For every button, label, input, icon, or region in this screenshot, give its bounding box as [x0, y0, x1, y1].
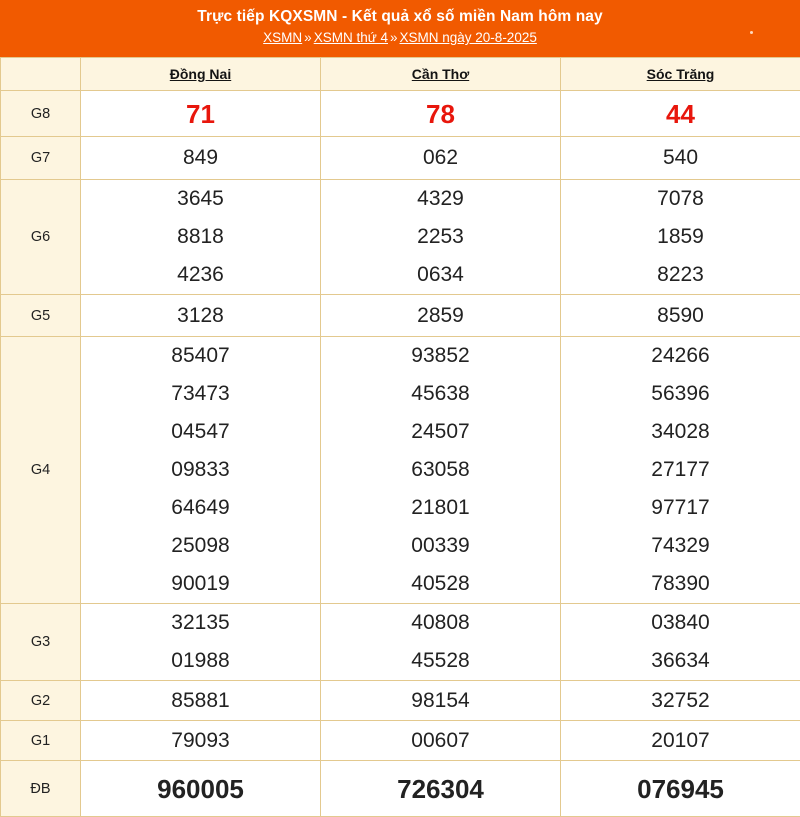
prize-cell: [81, 295, 321, 337]
table-row: [1, 137, 800, 180]
prize-cell: [561, 681, 800, 721]
prize-cell: [321, 721, 561, 761]
prize-number: 36634: [561, 642, 800, 680]
prize-cell: [321, 137, 561, 180]
page-header: [0, 0, 800, 57]
prize-cell: [81, 721, 321, 761]
prize-cell: [321, 295, 561, 337]
prize-label-8: ĐB: [1, 761, 81, 817]
prize-number: 74329: [561, 527, 800, 565]
prize-cell: [561, 721, 800, 761]
results-table: [0, 57, 800, 817]
prize-number: 24507: [321, 413, 560, 451]
table-row: [1, 681, 800, 721]
prize-cell: [321, 604, 561, 681]
prize-cell: [81, 137, 321, 180]
table-row: [1, 761, 800, 817]
province-label-soc-trang[interactable]: Sóc Trăng: [647, 66, 715, 82]
prize-number: 09833: [81, 451, 320, 489]
prize-number: 40528: [321, 565, 560, 603]
prize-cell: [81, 761, 321, 817]
breadcrumb-item-xsmn-thu-4[interactable]: XSMN thứ 4: [314, 30, 388, 45]
prize-number: 85407: [81, 337, 320, 375]
prize-number: 03840: [561, 604, 800, 642]
prize-number: 7078: [561, 180, 800, 218]
prize-label-2: G6: [1, 180, 81, 295]
prize-number: 2253: [321, 218, 560, 256]
prize-cell: [321, 91, 561, 137]
prize-number: 062: [321, 139, 560, 177]
prize-number: 32752: [561, 682, 800, 720]
prize-number: 960005: [81, 770, 320, 808]
prize-cell: [81, 681, 321, 721]
prize-number: 45528: [321, 642, 560, 680]
prize-number: 97717: [561, 489, 800, 527]
prize-number: 25098: [81, 527, 320, 565]
column-header-can-tho: [321, 58, 561, 91]
prize-cell: [321, 681, 561, 721]
breadcrumb-item-xsmn-date[interactable]: XSMN ngày 20-8-2025: [400, 30, 537, 45]
prize-number: 73473: [81, 375, 320, 413]
prize-number: 0634: [321, 256, 560, 294]
table-row: [1, 295, 800, 337]
prize-number: 93852: [321, 337, 560, 375]
table-row: [1, 337, 800, 604]
breadcrumb-item-xsmn[interactable]: XSMN: [263, 30, 302, 45]
prize-number: 78: [321, 95, 560, 133]
prize-number: 8590: [561, 297, 800, 335]
table-row: [1, 180, 800, 295]
prize-cell: [561, 295, 800, 337]
column-header-soc-trang: [561, 58, 800, 91]
table-header-row: [1, 58, 800, 91]
prize-number: 00339: [321, 527, 560, 565]
prize-label-7: G1: [1, 721, 81, 761]
prize-number: 32135: [81, 604, 320, 642]
prize-number: 20107: [561, 722, 800, 760]
table-body: [1, 91, 800, 817]
prize-number: 01988: [81, 642, 320, 680]
prize-number: 71: [81, 95, 320, 133]
prize-number: 45638: [321, 375, 560, 413]
prize-number: 2859: [321, 297, 560, 335]
province-label-can-tho[interactable]: Cần Thơ: [412, 66, 469, 82]
prize-label-0: G8: [1, 91, 81, 137]
decorative-dot-icon: [750, 31, 753, 34]
prize-cell: [81, 604, 321, 681]
prize-cell: [561, 337, 800, 604]
prize-cell: [81, 337, 321, 604]
prize-number: 27177: [561, 451, 800, 489]
prize-label-4: G4: [1, 337, 81, 604]
prize-number: 726304: [321, 770, 560, 808]
prize-number: 85881: [81, 682, 320, 720]
table-row: [1, 604, 800, 681]
prize-number: 04547: [81, 413, 320, 451]
prize-cell: [321, 337, 561, 604]
prize-cell: [321, 761, 561, 817]
prize-label-6: G2: [1, 681, 81, 721]
prize-cell: [561, 604, 800, 681]
prize-number: 56396: [561, 375, 800, 413]
prize-cell: [561, 91, 800, 137]
prize-cell: [81, 91, 321, 137]
column-header-dong-nai: [81, 58, 321, 91]
prize-cell: [561, 137, 800, 180]
prize-number: 64649: [81, 489, 320, 527]
prize-cell: [561, 180, 800, 295]
table-corner-cell: [1, 58, 81, 91]
page-title: Trực tiếp KQXSMN - Kết quả xổ số miền Nam hôm nay: [0, 7, 800, 27]
table-row: [1, 721, 800, 761]
prize-cell: [81, 180, 321, 295]
prize-label-5: G3: [1, 604, 81, 681]
prize-label-1: G7: [1, 137, 81, 180]
prize-number: 24266: [561, 337, 800, 375]
prize-number: 3128: [81, 297, 320, 335]
province-label-dong-nai[interactable]: Đồng Nai: [170, 66, 231, 82]
prize-cell: [321, 180, 561, 295]
prize-number: 78390: [561, 565, 800, 603]
prize-number: 076945: [561, 770, 800, 808]
prize-cell: [561, 761, 800, 817]
prize-number: 40808: [321, 604, 560, 642]
breadcrumb-separator-2: »: [388, 30, 400, 45]
prize-number: 4329: [321, 180, 560, 218]
prize-number: 34028: [561, 413, 800, 451]
prize-number: 98154: [321, 682, 560, 720]
prize-number: 540: [561, 139, 800, 177]
prize-number: 8223: [561, 256, 800, 294]
prize-number: 8818: [81, 218, 320, 256]
table-row: [1, 91, 800, 137]
prize-number: 3645: [81, 180, 320, 218]
prize-number: 63058: [321, 451, 560, 489]
prize-number: 00607: [321, 722, 560, 760]
prize-number: 21801: [321, 489, 560, 527]
prize-label-3: G5: [1, 295, 81, 337]
prize-number: 4236: [81, 256, 320, 294]
prize-number: 79093: [81, 722, 320, 760]
prize-number: 849: [81, 139, 320, 177]
breadcrumb-separator-1: »: [302, 30, 314, 45]
prize-number: 90019: [81, 565, 320, 603]
prize-number: 1859: [561, 218, 800, 256]
prize-number: 44: [561, 95, 800, 133]
breadcrumb: [0, 27, 800, 49]
